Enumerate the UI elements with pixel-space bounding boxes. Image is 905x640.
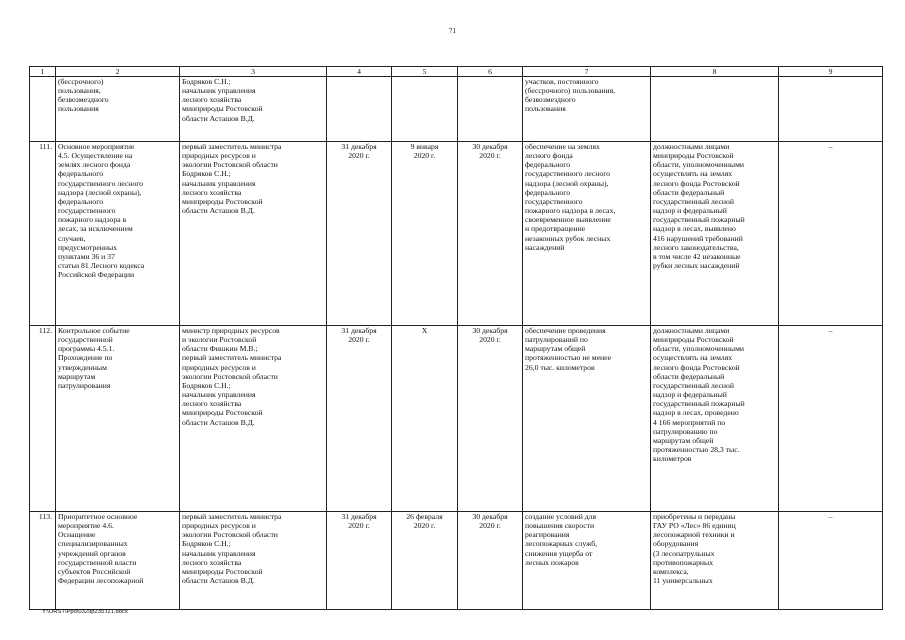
column-header-9: 9 (779, 67, 883, 77)
column-header-6: 6 (458, 67, 523, 77)
event-name-cell: Основное мероприятие 4.5. Осуществление на землях лесного фонда федерального государственного лесного надзора (лесной охраны), федерального государственного пожарного надзора в лесах, за исключением случаев, предусмотренных пунктами 36 и 37 статьи 81 Лесного кодекса Российской Федерации (56, 142, 180, 326)
planned-result-cell: обеспечение на землях лесного фонда федерального государственного лесного надзора (лесной охраны), федерального государственного пожарного надзора в лесах, своевременное выявление и предотвращение незаконных рубок лесных насаждений (523, 142, 651, 326)
column-header-7: 7 (523, 67, 651, 77)
actual-start-cell: X (392, 326, 458, 512)
actual-result-cell (651, 77, 779, 142)
document-file-path: Y:\ORST\Ppo\0329p235.f21.docx (42, 609, 128, 615)
row-number: 113. (30, 512, 56, 610)
responsible-cell: первый заместитель министра природных ресурсов и экологии Ростовской области Бодряков С.Н.; начальник управления лесного хозяйства минприроды Ростовской области Асташов В.Д. (180, 142, 327, 326)
actual-start-cell (392, 77, 458, 142)
row-number: 112. (30, 326, 56, 512)
event-name-cell: Приоритетное основное мероприятие 4.6. Оснащение специализированных учреждений органов государственной власти субъектов Российской Федерации лесопожарной (56, 512, 180, 610)
actual-end-cell: 30 декабря 2020 г. (458, 326, 523, 512)
note-cell: – (779, 326, 883, 512)
column-header-8: 8 (651, 67, 779, 77)
table-row (30, 142, 883, 326)
page-number: 71 (449, 27, 456, 35)
column-number-row (30, 67, 883, 77)
actual-result-cell: приобретены и переданы ГАУ РО «Лес» 86 единиц лесопожарной техники и оборудования (3 лесопатрульных противопожарных комплекса, 11 универсальных (651, 512, 779, 610)
row-number (30, 77, 56, 142)
event-name-cell: Контрольное событие государственной программы 4.5.1. Прохождение по утвержденным маршрутам патрулирования (56, 326, 180, 512)
actual-result-cell: должностными лицами минприроды Ростовской области, уполномоченными осуществлять на землях лесного фонда Ростовской области федеральный государственный лесной надзор и федеральный государственный пожарный надзор в лесах, выявлено 416 нарушений требований лесного законодательства, в том числе 42 незаконные рубки лесных насаждений (651, 142, 779, 326)
responsible-cell: министр природных ресурсов и экологии Ростовской области Фишкин М.В.; первый заместитель министра природных ресурсов и экологии Ростовской области Бодряков С.Н.; начальник управления лесного хозяйства минприроды Ростовской области Асташов В.Д. (180, 326, 327, 512)
column-header-2: 2 (56, 67, 180, 77)
note-cell: – (779, 512, 883, 610)
row-number: 111. (30, 142, 56, 326)
responsible-cell: Бодряков С.Н.; начальник управления лесного хозяйства минприроды Ростовской области Асташов В.Д. (180, 77, 327, 142)
note-cell (779, 77, 883, 142)
planned-result-cell: создание условий для повышения скорости реагирования лесопожарных служб, снижения ущерба от лесных пожаров (523, 512, 651, 610)
column-header-4: 4 (327, 67, 392, 77)
actual-result-cell: должностными лицами минприроды Ростовской области, уполномоченными осуществлять на землях лесного фонда Ростовской области федеральный государственный лесной надзор и федеральный государственный пожарный надзор в лесах, проведено 4 166 мероприятий по патрулированию по маршрутам общей протяженностью 28,3 тыс. километров (651, 326, 779, 512)
planned-date-cell: 31 декабря 2020 г. (327, 326, 392, 512)
table-row (30, 326, 883, 512)
actual-start-cell: 26 февраля 2020 г. (392, 512, 458, 610)
column-header-1: 1 (30, 67, 56, 77)
planned-result-cell: участков, постоянного (бессрочного) пользования, безвозмездного пользования (523, 77, 651, 142)
note-cell: – (779, 142, 883, 326)
column-header-5: 5 (392, 67, 458, 77)
table-row (30, 77, 883, 142)
planned-date-cell (327, 77, 392, 142)
responsible-cell: первый заместитель министра природных ресурсов и экологии Ростовской области Бодряков С.Н.; начальник управления лесного хозяйства минприроды Ростовской области Асташов В.Д. (180, 512, 327, 610)
planned-date-cell: 31 декабря 2020 г. (327, 512, 392, 610)
event-name-cell: (бессрочного) пользования, безвозмездного пользования (56, 77, 180, 142)
actual-end-cell (458, 77, 523, 142)
table-row (30, 512, 883, 610)
actual-end-cell: 30 декабря 2020 г. (458, 512, 523, 610)
column-header-3: 3 (180, 67, 327, 77)
actual-start-cell: 9 января 2020 г. (392, 142, 458, 326)
planned-date-cell: 31 декабря 2020 г. (327, 142, 392, 326)
actual-end-cell: 30 декабря 2020 г. (458, 142, 523, 326)
report-table (29, 66, 883, 610)
planned-result-cell: обеспечение проведения патрулирований по маршрутам общей протяженностью не менее 26,0 тыс. километров (523, 326, 651, 512)
